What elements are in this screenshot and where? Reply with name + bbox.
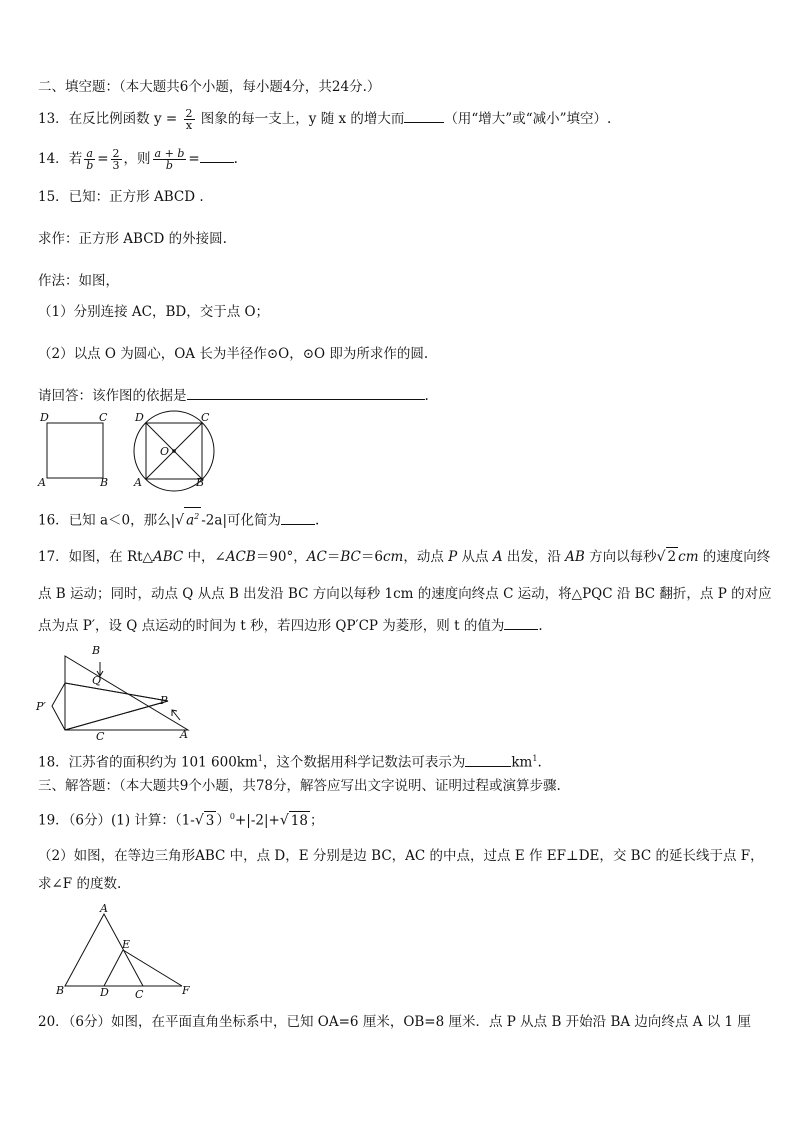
q17-line3: 点为点 P′，设 Q 点运动的时间为 t 秒，若四边形 QP′CP 为菱形，则 t 的值为 .: [38, 618, 543, 634]
answer-blank[interactable]: [281, 512, 315, 525]
label-c: C: [135, 988, 144, 1001]
answer-blank[interactable]: [200, 150, 234, 163]
q13-fraction: $\frac{2}{x}$: [185, 107, 193, 132]
q17-figure: [34, 640, 204, 744]
label-d2: D: [135, 411, 144, 424]
label-c2: C: [201, 411, 210, 424]
label-p-prime: P′: [36, 700, 46, 713]
label-q: Q: [92, 674, 102, 687]
q15-figure: [36, 408, 226, 492]
label-a2: A: [134, 476, 142, 489]
question-19-part1: 19．（6分）(1) 计算：（1-√ 3 ）$^0$+|-2|+√ 18 ；: [38, 812, 324, 829]
segment-de: [104, 950, 123, 986]
q15-step1: （1）分别连接 AC，BD，交于点 O；: [38, 304, 270, 320]
question-18: 18．江苏省的面积约为 101 $600km^1$，这个数据用科学记数法可表示为 $km^1$.: [38, 754, 542, 771]
label-b2: B: [196, 476, 205, 489]
square-abcd: [47, 423, 103, 478]
label-p: P: [160, 694, 168, 707]
label-e: E: [122, 938, 131, 951]
triangle-abc: [65, 914, 143, 986]
answer-blank[interactable]: [465, 754, 511, 767]
triangle-abc: [65, 656, 188, 730]
answer-blank[interactable]: [187, 387, 425, 400]
q19-part2-line1: （2）如图，在等边三角形ABC 中，点 D，E 分别是边 BC，AC 的中点，过点 E 作 EF⊥DE，交 BC 的延长线于点 F，: [38, 848, 764, 864]
q14-fraction-2-3: $\frac{2}{3}$: [112, 147, 120, 172]
segment-qp: [65, 683, 168, 701]
label-o: O: [160, 445, 170, 458]
label-b: B: [92, 644, 101, 657]
q15-method: 作法：如图，: [38, 273, 119, 289]
q15-construct: 求作：正方形 ABCD 的外接圆.: [38, 231, 227, 247]
label-f: F: [182, 984, 190, 997]
segment-cp: [65, 701, 168, 730]
q17-line2: 点 B 运动；同时，动点 Q 从点 B 出发沿 BC 方向以每秒 1cm 的速度向终点 C 运动，将△PQC 沿 BC 翻折，点 P 的对应: [38, 586, 772, 602]
q14-fraction-sum: $\frac{a + b}{b}$: [154, 147, 185, 172]
label-c: C: [99, 411, 108, 424]
label-a: A: [100, 902, 108, 915]
question-16: 16．已知 a＜0，那么|√ $a^2$ -2a|可化简为 .: [38, 507, 319, 530]
q15-answer-line: 请回答：该作图的依据是 .: [38, 388, 429, 404]
label-c: C: [96, 730, 105, 743]
q15-step2: （2）以点 O 为圆心，OA 长为半径作⊙O，⊙O 即为所求作的圆.: [38, 346, 429, 362]
label-b: B: [100, 476, 109, 489]
question-14: 14．若 $\frac{a}{b}$ = $\frac{2}{3}$ ，则 $\frac{a + b}{b}$ = .: [38, 147, 238, 172]
label-a: A: [38, 476, 46, 489]
q13-text-pre: 13．: [38, 111, 69, 127]
q15-given: 15．已知：正方形 ABCD .: [38, 189, 204, 205]
label-d: D: [100, 986, 109, 999]
q17-line1: 17．如图，在 Rt△ABC 中，∠ACB＝90°，AC＝BC＝6cm，动点 P 从点 A 出发，沿 AB 方向以每秒√ 2 cm 的速度向终: [38, 549, 771, 565]
quadrilateral-qpcp: [52, 683, 168, 730]
q14-fraction-a-b: $\frac{a}{b}$: [86, 147, 94, 172]
q19-part2-line2: 求∠F 的度数.: [38, 876, 122, 892]
label-a: A: [180, 728, 188, 741]
answer-blank[interactable]: [404, 110, 444, 123]
label-b: B: [56, 984, 65, 997]
section-3-header: 三、解答题：（本大题共9个小题，共78分，解答应写出文字说明、证明过程或演算步骤.: [38, 778, 561, 794]
center-o: [172, 449, 176, 453]
q19-figure: [52, 902, 202, 1002]
question-20: 20．（6分）如图，在平面直角坐标系中，已知 OA=6 厘米，OB=8 厘米．点 P 从点 B 开始沿 BA 边向终点 A 以 1 厘: [38, 1014, 751, 1030]
arrow-p-icon: [172, 710, 180, 720]
label-d: D: [40, 411, 49, 424]
section-2-header: 二、填空题：（本大题共6个小题，每小题4分，共24分.）: [38, 79, 381, 95]
question-13: 13．在反比例函数 y = $\frac{2}{x}$ 图象的每一支上，y 随 x 的增大而 （用“增大”或“减小”填空）.: [38, 107, 612, 132]
answer-blank[interactable]: [504, 617, 538, 630]
segment-ef: [123, 950, 182, 986]
